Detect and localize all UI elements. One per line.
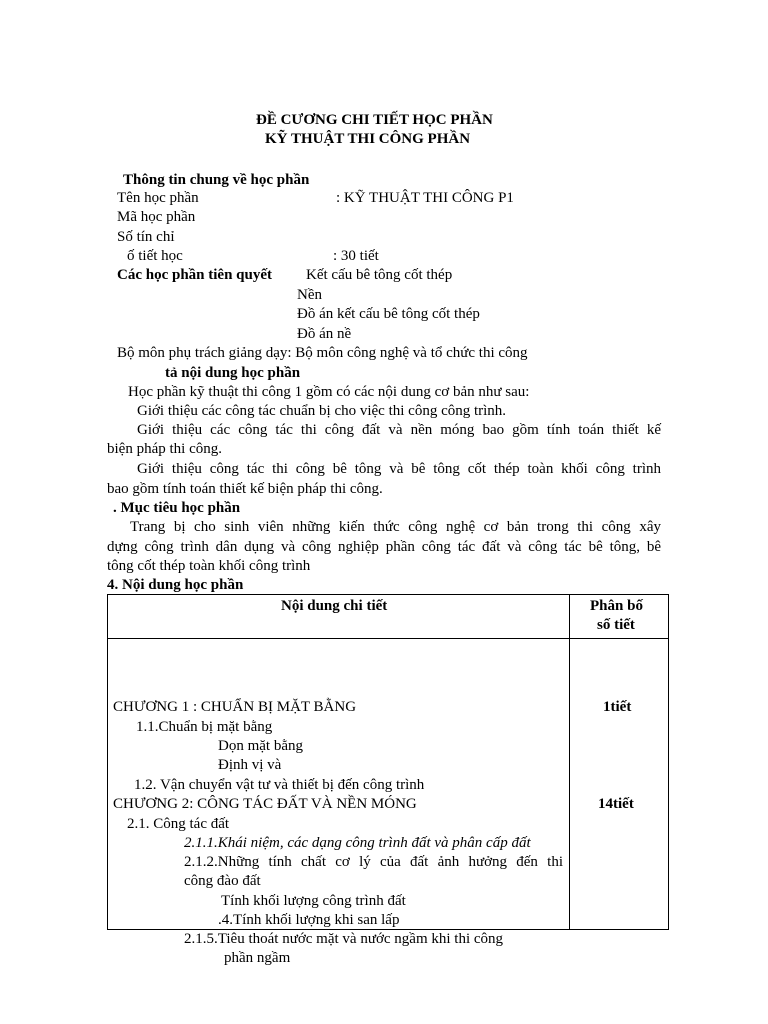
content-cell xyxy=(108,639,570,966)
section-1-1-a: Dọn mặt bằng xyxy=(218,738,303,754)
objectives-line3: tông cốt thép toàn khối công trình xyxy=(107,558,311,574)
section-1-1-b: Định vị và xyxy=(218,757,282,773)
description-item-2-line2: biện pháp thi công. xyxy=(107,441,222,457)
objectives-line2: dựng công trình dân dụng và công nghiệp phần công tác đất và công tác bê tông, bê xyxy=(107,539,661,555)
document-title-line1: ĐỀ CƯƠNG CHI TIẾT HỌC PHẦN xyxy=(256,112,493,128)
section-2-1: 2.1. Công tác đất xyxy=(127,816,230,832)
col-header-detail: Nội dung chi tiết xyxy=(281,598,388,614)
objectives-heading: . Mục tiêu học phần xyxy=(113,500,241,516)
document-title-line2: KỸ THUẬT THI CÔNG PHẦN xyxy=(265,131,471,147)
department-line: Bộ môn phụ trách giảng dạy: Bộ môn công nghệ và tổ chức thi công xyxy=(117,345,528,361)
prereq-item: Đồ án kết cấu bê tông cốt thép xyxy=(297,306,480,322)
section-2-1-1: 2.1.1.Khái niệm, các dạng công trình đất và phân cấp đất xyxy=(184,835,531,851)
prereq-label: Các học phần tiên quyết xyxy=(117,267,273,283)
periods-label: ố tiết học xyxy=(127,248,183,264)
section-2-1-5-line2: phần ngầm xyxy=(224,950,291,966)
description-intro: Học phần kỹ thuật thi công 1 gồm có các nội dung cơ bản như sau: xyxy=(128,384,530,400)
chapter-2-title: CHƯƠNG 2: CÔNG TÁC ĐẤT VÀ NỀN MÓNG xyxy=(113,796,417,812)
hours-cell xyxy=(570,639,669,930)
prereq-item: Nền xyxy=(297,287,322,303)
table-header-row xyxy=(108,595,669,639)
periods-value: : 30 tiết xyxy=(333,248,379,264)
description-heading: tả nội dung học phần xyxy=(165,365,301,381)
col-header-hours-line1: Phân bố xyxy=(590,598,643,614)
section-1-1: 1.1.Chuẩn bị mặt bằng xyxy=(136,719,273,735)
prereq-item: Đồ án nề xyxy=(297,326,352,342)
section-2-1-2-line2: công đào đất xyxy=(184,873,261,889)
course-name-label: Tên học phần xyxy=(117,190,199,206)
description-item-3-line1: Giới thiệu công tác thi công bê tông và bê tông cốt thép toàn khối công trình xyxy=(137,461,661,477)
section-2-1-3: Tính khối lượng công trình đất xyxy=(221,893,406,909)
chapter-1-hours: 1tiết xyxy=(603,699,632,715)
objectives-line1: Trang bị cho sinh viên những kiến thức công nghệ cơ bản trong thi công xây xyxy=(130,519,661,535)
section-2-1-2-line1: 2.1.2.Những tính chất cơ lý của đất ảnh hưởng đến thi xyxy=(184,854,563,870)
table-row xyxy=(108,639,669,930)
course-code-label: Mã học phần xyxy=(117,209,196,225)
section-2-1-4: .4.Tính khối lượng khi san lấp xyxy=(218,912,400,928)
description-item-2-line1: Giới thiệu các công tác thi công đất và nền móng bao gồm tính toán thiết kế xyxy=(137,422,661,438)
chapter-2-hours: 14tiết xyxy=(598,796,634,812)
general-info-heading: Thông tin chung về học phần xyxy=(123,172,310,188)
header-cell-hours xyxy=(570,595,669,639)
credits-label: Số tín chỉ xyxy=(117,229,175,245)
col-header-hours-line2: số tiết xyxy=(597,617,635,633)
course-name-value: : KỸ THUẬT THI CÔNG P1 xyxy=(336,190,514,206)
section-1-2: 1.2. Vận chuyển vật tư và thiết bị đến công trình xyxy=(134,777,425,793)
description-item-1: Giới thiệu các công tác chuẩn bị cho việc thi công công trình. xyxy=(137,403,507,419)
description-item-3-line2: bao gồm tính toán thiết kế biện pháp thi công. xyxy=(107,481,383,497)
chapter-1-title: CHƯƠNG 1 : CHUẨN BỊ MẶT BẰNG xyxy=(113,699,357,715)
prereq-item: Kết cấu bê tông cốt thép xyxy=(306,267,453,283)
section-2-1-5-line1: 2.1.5.Tiêu thoát nước mặt và nước ngầm khi thi công xyxy=(184,931,504,947)
content-heading: 4. Nội dung học phần xyxy=(107,577,244,593)
header-cell-content xyxy=(108,595,570,639)
content-table xyxy=(107,594,669,966)
